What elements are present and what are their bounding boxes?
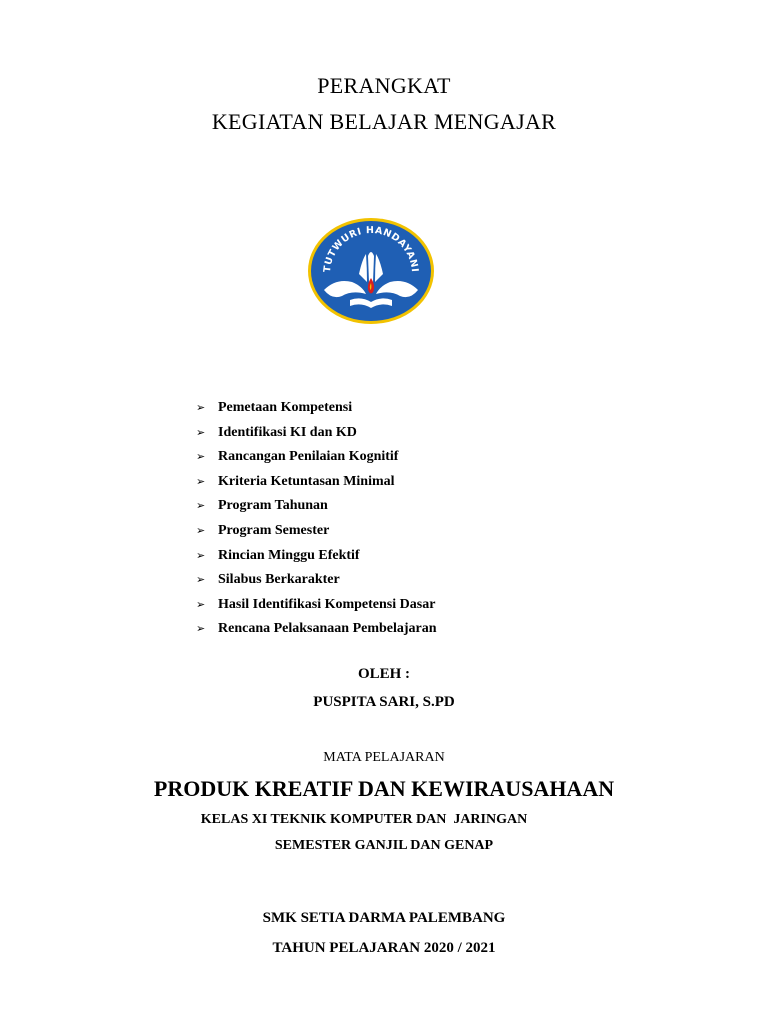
list-item: ➢ Program Semester <box>196 519 437 544</box>
list-item: ➢ Rincian Minggu Efektif <box>196 544 437 569</box>
list-item: ➢ Rancangan Penilaian Kognitif <box>196 445 437 470</box>
document-title-line-1: PERANGKAT <box>317 73 451 98</box>
arrow-bullet-icon: ➢ <box>196 597 206 611</box>
arrow-bullet-icon: ➢ <box>196 401 206 414</box>
logo-motto-text: TUTWURI HANDAYANI <box>321 224 421 273</box>
document-title-line-2: KEGIATAN BELAJAR MENGAJAR <box>211 109 557 134</box>
arrow-bullet-icon: ➢ <box>196 499 206 513</box>
arrow-bullet-icon: ➢ <box>196 548 206 562</box>
by-label: OLEH : <box>357 666 411 682</box>
subject-title: PRODUK KREATIF DAN KEWIRAUSAHAAN <box>153 776 615 801</box>
school-name: SMK SETIA DARMA PALEMBANG <box>262 910 506 926</box>
list-item: ➢ Kriteria Ketuntasan Minimal <box>196 470 437 495</box>
list-item: ➢ Silabus Berkarakter <box>196 568 437 593</box>
list-item: ➢ Hasil Identifikasi Kompetensi Dasar <box>196 593 437 618</box>
arrow-bullet-icon: ➢ <box>196 622 206 636</box>
academic-year: TAHUN PELAJARAN 2020 / 2021 <box>272 940 496 956</box>
class-info: KELAS XI TEKNIK KOMPUTER DAN JARINGAN <box>200 812 528 827</box>
arrow-bullet-icon: ➢ <box>196 450 206 464</box>
tutwuri-handayani-logo <box>306 216 436 326</box>
arrow-bullet-icon: ➢ <box>196 425 206 439</box>
author-name: PUSPITA SARI, S.PD <box>313 694 455 710</box>
arrow-bullet-icon: ➢ <box>196 474 206 488</box>
list-item: ➢ Program Tahunan <box>196 494 437 519</box>
list-item: ➢ Identifikasi KI dan KD <box>196 421 437 446</box>
semester-info: SEMESTER GANJIL DAN GENAP <box>274 838 494 853</box>
subject-label: MATA PELAJARAN <box>323 750 445 765</box>
list-item: ➢ Pemetaan Kompetensi <box>196 396 437 421</box>
arrow-bullet-icon: ➢ <box>196 573 206 587</box>
arrow-bullet-icon: ➢ <box>196 523 206 537</box>
list-item: ➢ Rencana Pelaksanaan Pembelajaran <box>196 617 437 642</box>
document-contents-list <box>196 396 437 642</box>
